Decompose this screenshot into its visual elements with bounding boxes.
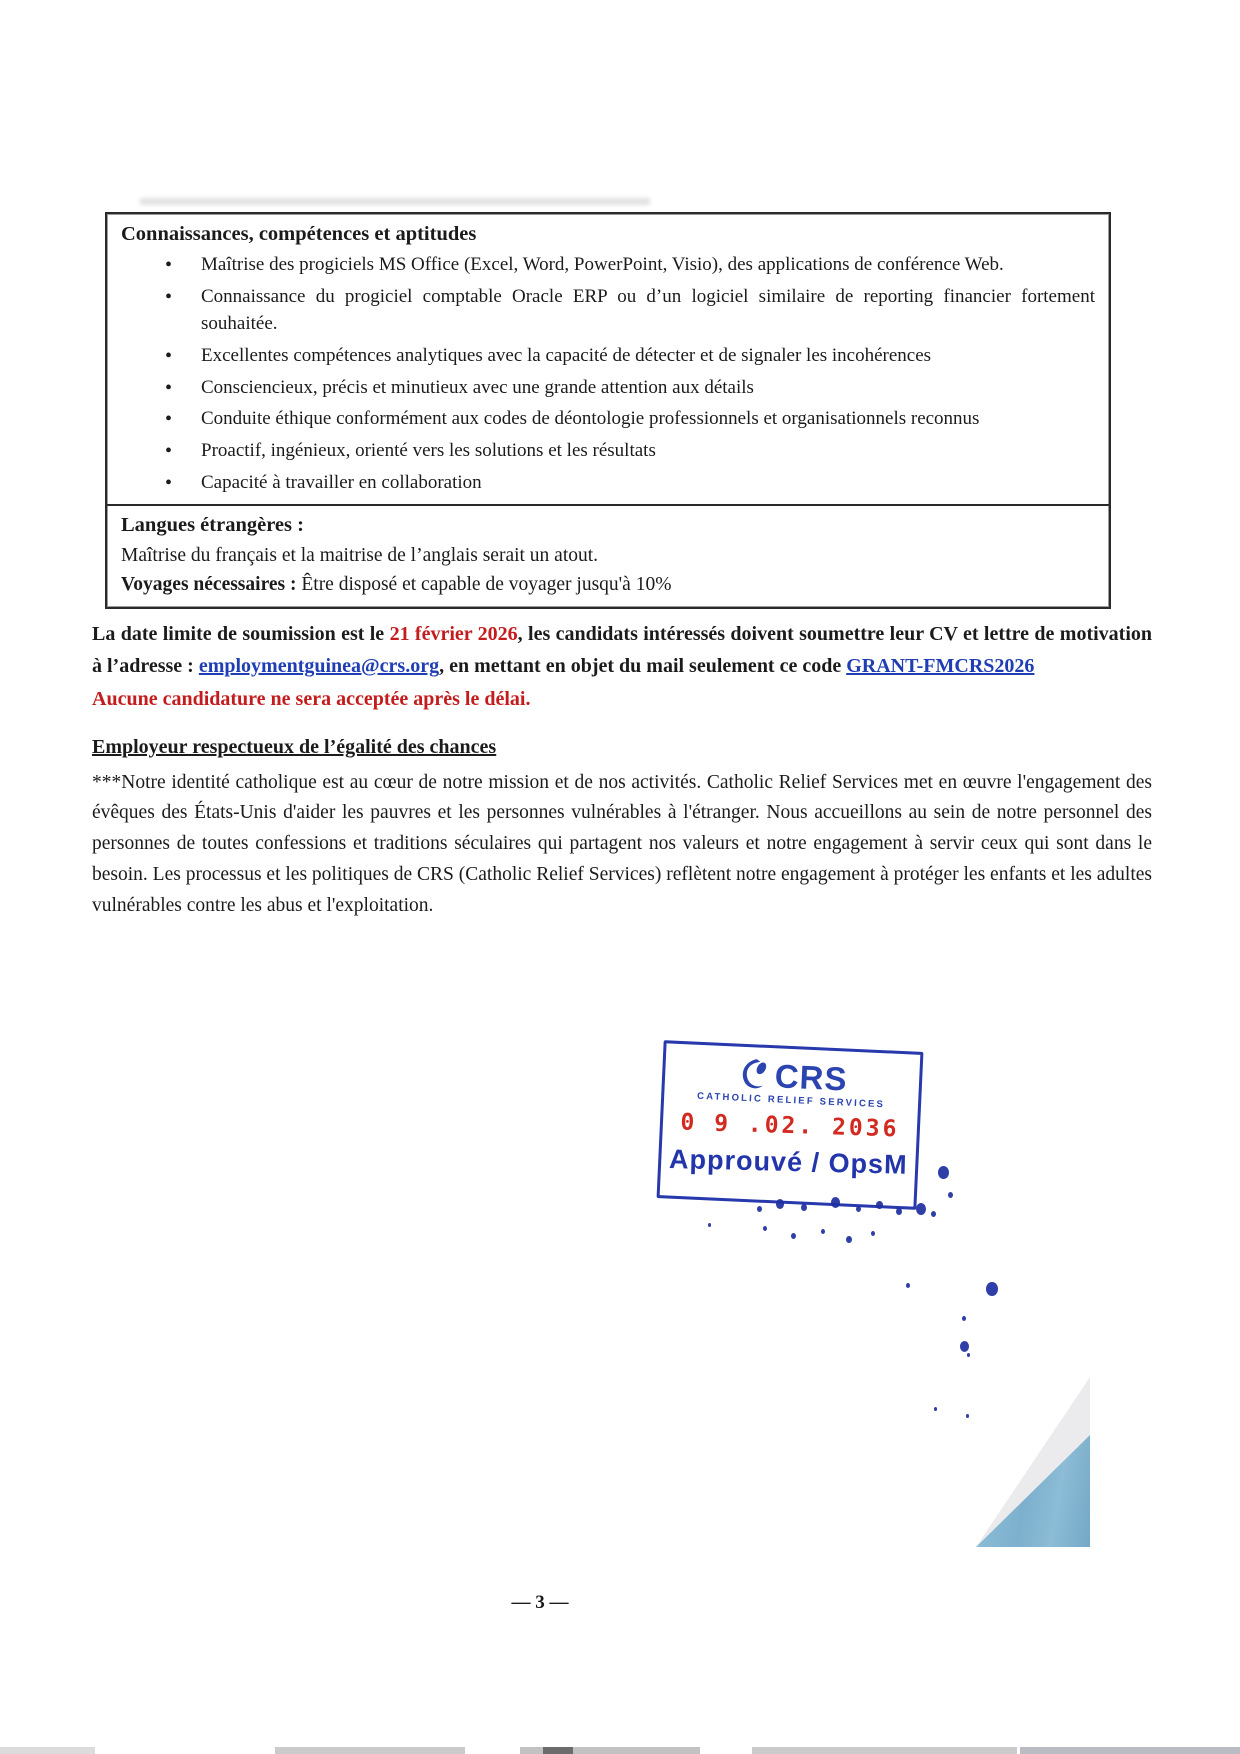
submission-text-2: , les candidats intéressés doivent soumettre leur CV et lettre de motivation à l’adresse : bbox=[92, 622, 1152, 677]
crs-logo-text: CRS bbox=[774, 1056, 849, 1098]
scan-edge-strip bbox=[275, 1747, 465, 1754]
stamp-date: 0 9 .02. 2036 bbox=[680, 1109, 900, 1143]
knowledge-bullet-list bbox=[121, 252, 1095, 498]
knowledge-skills-table bbox=[105, 212, 1111, 609]
deadline-warning: Aucune candidature ne sera acceptée après le délai. bbox=[92, 687, 531, 710]
bullet-item: • Connaissance du progiciel comptable Oracle ERP ou d’un logiciel similaire de reporting financier fortement souhaitée. bbox=[121, 284, 1095, 338]
ink-speck bbox=[966, 1414, 969, 1418]
crs-logo-subtext: CATHOLIC RELIEF SERVICES bbox=[696, 1090, 886, 1111]
bullet-item: • Proactif, ingénieux, orienté vers les solutions et les résultats bbox=[121, 438, 1095, 465]
ink-speck bbox=[986, 1282, 998, 1296]
ink-speck bbox=[757, 1206, 762, 1212]
submission-deadline-date: 21 février 2026 bbox=[389, 622, 518, 645]
ink-speck bbox=[791, 1233, 796, 1239]
crs-logo-icon bbox=[736, 1056, 774, 1094]
bullet-item: • Consciencieux, précis et minutieux avec une grande attention aux détails bbox=[121, 375, 1095, 402]
document-content bbox=[92, 212, 1152, 922]
scan-edge-strip bbox=[752, 1747, 1017, 1754]
ink-speck bbox=[960, 1341, 969, 1352]
submission-paragraph bbox=[92, 618, 1152, 682]
bullet-item: • Excellentes compétences analytiques avec la capacité de détecter et de signaler les incohérences bbox=[121, 343, 1095, 370]
ink-speck bbox=[962, 1316, 966, 1321]
ink-speck bbox=[831, 1197, 840, 1208]
bullet-item: • Maîtrise des progiciels MS Office (Excel, Word, PowerPoint, Visio), des applications de conférence Web. bbox=[121, 252, 1095, 279]
scan-edge-strip bbox=[0, 1747, 95, 1754]
knowledge-header: Connaissances, compétences et aptitudes bbox=[121, 223, 477, 245]
bullet-item: • Conduite éthique conformément aux codes de déontologie professionnels et organisationnels reconnus bbox=[121, 406, 1095, 433]
stamp-approval-text: Approuvé / OpsM bbox=[668, 1144, 908, 1180]
travel-label: Voyages nécessaires : bbox=[121, 574, 297, 596]
travel-text: Être disposé et capable de voyager jusqu'à 10% bbox=[296, 574, 672, 596]
ink-speck bbox=[871, 1231, 875, 1236]
ink-speck bbox=[708, 1223, 711, 1227]
ink-speck bbox=[948, 1192, 953, 1198]
equal-opportunity-heading: Employeur respectueux de l’égalité des chances bbox=[92, 735, 497, 758]
ink-speck bbox=[906, 1283, 910, 1288]
languages-text: Maîtrise du français et la maitrise de l’anglais serait un atout. bbox=[121, 545, 599, 567]
approval-stamp bbox=[657, 1040, 924, 1210]
submission-text-3: , en mettant en objet du mail seulement ce code bbox=[439, 654, 847, 677]
travel-requirement bbox=[121, 570, 1095, 599]
languages-travel-section bbox=[107, 504, 1109, 606]
knowledge-section bbox=[107, 214, 1109, 504]
ink-speck bbox=[896, 1208, 902, 1215]
ink-speck bbox=[801, 1204, 807, 1211]
scan-artifact-smudge bbox=[140, 198, 650, 205]
equal-opportunity-body: ***Notre identité catholique est au cœur de notre mission et de nos activités. Catholic Relief Services met en œuvre l'engagement des évêques des États-Unis d'aider les pauvres et les personnes vulnérables à l'étranger. Nous accueillons au sein de notre personnel des personnes de toutes confessions et traditions séculaires qui partagent nos valeurs et notre engagement à servir ceux qui sont dans le besoin. Les processus et les politiques de CRS (Catholic Relief Services) reflètent notre engagement à protéger les enfants et les adultes vulnérables contre les abus et l'exploitation. bbox=[92, 771, 1152, 916]
ink-speck bbox=[776, 1199, 784, 1209]
grant-code-link[interactable]: GRANT-FMCRS2026 bbox=[846, 654, 1035, 677]
ink-speck bbox=[763, 1226, 767, 1231]
ink-speck bbox=[856, 1206, 861, 1212]
bullet-item: • Capacité à travailler en collaboration bbox=[121, 470, 1095, 497]
ink-speck bbox=[916, 1203, 926, 1215]
scan-edge-strip bbox=[1020, 1747, 1240, 1754]
languages-header: Langues étrangères : bbox=[121, 514, 304, 537]
ink-speck bbox=[934, 1407, 937, 1411]
ink-speck bbox=[821, 1229, 825, 1234]
email-link[interactable]: employmentguinea@crs.org bbox=[198, 654, 440, 677]
ink-speck bbox=[931, 1211, 936, 1217]
ink-speck bbox=[967, 1353, 970, 1357]
ink-speck bbox=[846, 1236, 852, 1243]
ink-speck bbox=[938, 1166, 949, 1179]
page-number: — 3 — bbox=[511, 1592, 569, 1613]
scan-edge-strip bbox=[543, 1747, 573, 1754]
submission-text-1: La date limite de soumission est le bbox=[92, 622, 390, 645]
